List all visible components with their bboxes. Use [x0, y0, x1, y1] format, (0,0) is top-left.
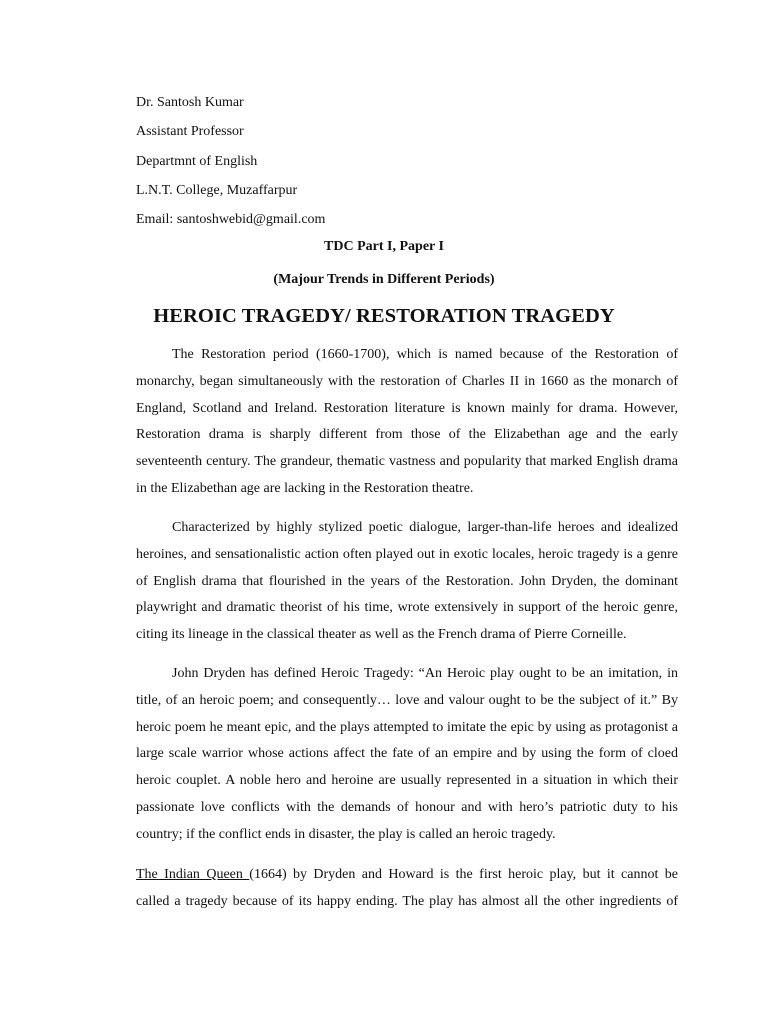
paragraph-line: of English drama that flourished in the years of the Restoration. John Dryden, the dominant: [136, 573, 678, 589]
author-email: Email: santoshwebid@gmail.com: [136, 212, 326, 228]
paragraph-line: called a tragedy because of its happy ending. The play has almost all the other ingredients of: [136, 893, 678, 909]
author-college: L.N.T. College, Muzaffarpur: [136, 182, 298, 198]
paragraph-line: in the Elizabethan age are lacking in the Restoration theatre.: [136, 480, 474, 496]
paragraph-line: heroic poem he meant epic, and the plays attempted to imitate the epic by using as protagonist a: [136, 719, 678, 735]
paragraph-line: heroic couplet. A noble hero and heroine are usually represented in a situation in which their: [136, 773, 678, 789]
paragraph-line: country; if the conflict ends in disaster, the play is called an heroic tragedy.: [136, 826, 556, 842]
paragraph-line: Characterized by highly stylized poetic dialogue, larger-than-life heroes and idealized: [172, 520, 678, 535]
paragraph-line: monarchy, began simultaneously with the restoration of Charles II in 1660 as the monarch of: [136, 373, 678, 389]
paragraph-line: large scale warrior whose actions affect the fate of an empire and by using the form of cloed: [136, 746, 678, 762]
author-position: Assistant Professor: [136, 124, 244, 140]
paragraph-line: The Restoration period (1660-1700), which is named because of the Restoration of: [172, 347, 678, 362]
paragraph-line: [136, 862, 678, 889]
course-part: TDC Part I, Paper I: [324, 239, 444, 254]
paragraph-4: [136, 862, 678, 916]
paragraph-line: Restoration drama is sharply different from those of the Elizabethan age and the early: [136, 427, 678, 443]
paragraph-line: passionate love conflicts with the demands of honour and with hero’s patriotic duty to his: [136, 799, 678, 815]
paragraph-line: England, Scotland and Ireland. Restoration literature is known mainly for drama. However,: [136, 400, 678, 416]
author-block: [136, 88, 325, 234]
document-title: HEROIC TRAGEDY/ RESTORATION TRAGEDY: [153, 305, 615, 327]
author-name: Dr. Santosh Kumar: [136, 95, 244, 110]
paragraph-line: citing its lineage in the classical theater as well as the French drama of Pierre Corneille.: [136, 627, 627, 643]
paragraph-line: heroines, and sensationalistic action often played out in exotic locales, heroic tragedy is a genre: [136, 546, 678, 562]
paragraph-line: John Dryden has defined Heroic Tragedy: “An Heroic play ought to be an imitation, in: [172, 666, 678, 681]
paragraph-line: title, of an heroic poem; and consequently… love and valour ought to be the subject of it.” By: [136, 692, 678, 708]
paragraph-2: [136, 515, 678, 649]
book-title-link[interactable]: The Indian Queen: [136, 867, 250, 882]
paragraph-line: seventeenth century. The grandeur, thematic vastness and popularity that marked English drama: [136, 454, 678, 470]
course-paper-title: (Majour Trends in Different Periods): [273, 272, 495, 287]
paragraph-line: playwright and dramatic theorist of his time, wrote extensively in support of the heroic genre,: [136, 600, 678, 616]
paragraph-1: [136, 342, 678, 503]
author-department: Departmnt of English: [136, 153, 258, 169]
paragraph-text: (1664) by Dryden and Howard is the first heroic play, but it cannot be: [249, 867, 678, 882]
paragraph-3: [136, 661, 678, 849]
